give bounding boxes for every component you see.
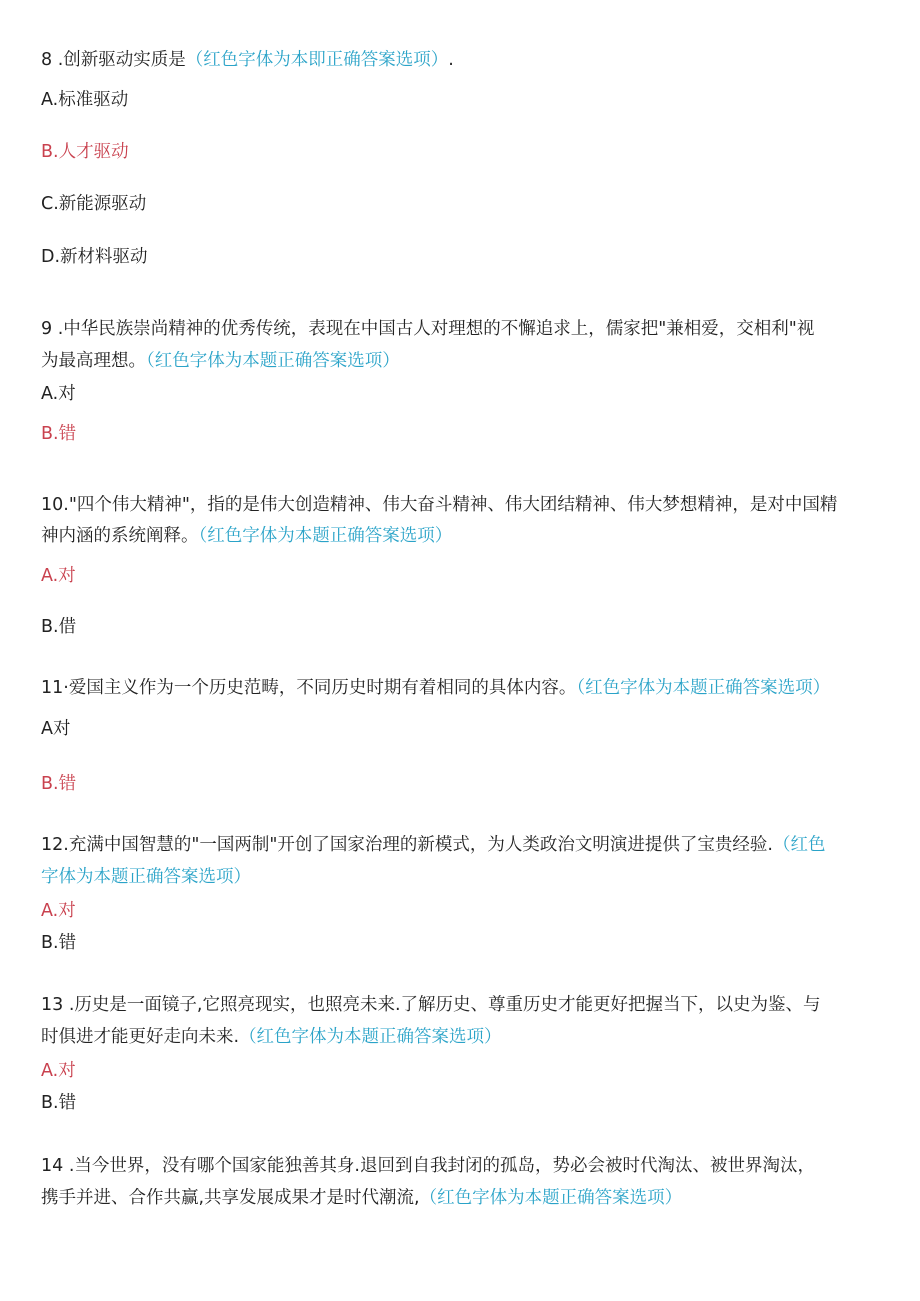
option-a-correct: A.对	[41, 566, 76, 586]
option-b: B.错	[41, 933, 77, 953]
option-b-correct: B.错	[41, 424, 77, 444]
option-b-correct: B.人才驱动	[41, 142, 129, 162]
question-12-line1	[41, 833, 826, 857]
question-number: 8	[41, 50, 53, 70]
answer-hint: （红色字体为本即正确答案选项）	[185, 50, 449, 70]
question-text: 神内涵的系统阐释。	[41, 526, 199, 546]
question-tail: .	[448, 50, 454, 70]
question-text: 11·爱国主义作为一个历史范畴，不同历史时期有着相同的具体内容。	[41, 678, 577, 698]
question-11-line1	[41, 676, 830, 700]
question-10-line2	[41, 524, 452, 548]
question-8-stem	[41, 48, 454, 72]
question-text: .创新驱动实质是	[52, 50, 186, 70]
answer-hint-continued: 字体为本题正确答案选项）	[41, 867, 251, 887]
option-d: D.新材料驱动	[41, 247, 148, 267]
answer-hint: （红色字体为本题正确答案选项）	[146, 351, 400, 371]
question-10-line1: 10."四个伟大精神"，指的是伟大创造精神、伟大奋斗精神、伟大团结精神、伟大梦想精神，是对中国精	[41, 495, 838, 515]
option-a: A.标准驱动	[41, 90, 129, 110]
question-13-line1: 13 .历史是一面镜子,它照亮现实，也照亮未来.了解历史、尊重历史才能更好把握当下，以史为鉴、与	[41, 995, 821, 1015]
question-14-line1: 14 .当今世界，没有哪个国家能独善其身.退回到自我封闭的孤岛，势必会被时代淘汰、被世界淘汰，	[41, 1156, 815, 1176]
option-a: A对	[41, 719, 71, 739]
option-a-correct: A.对	[41, 1061, 76, 1081]
question-text: 时俱进才能更好走向未来.	[41, 1027, 240, 1047]
option-c: C.新能源驱动	[41, 194, 147, 214]
option-a: A.对	[41, 384, 76, 404]
answer-hint: （红色字体为本题正确答案选项）	[239, 1027, 502, 1047]
option-b: B.借	[41, 617, 77, 637]
answer-hint: （红色字体为本题正确答案选项）	[198, 526, 453, 546]
answer-hint: （红色字体为本题正确答案选项）	[419, 1188, 683, 1208]
question-9-line2	[41, 349, 400, 373]
question-9-line1: 9 .中华民族崇尚精神的优秀传统，表现在中国古人对理想的不懈追求上，儒家把"兼相爱，交相利"视	[41, 319, 815, 339]
option-b-correct: B.错	[41, 774, 77, 794]
question-text: 12.充满中国智慧的"一国两制"开创了国家治理的新模式，为人类政治文明演进提供了宝贵经验.	[41, 835, 773, 855]
question-text: 携手并进、合作共赢,共享发展成果才是时代潮流,	[41, 1188, 420, 1208]
answer-hint: （红色字体为本题正确答案选项）	[576, 678, 831, 698]
question-13-line2	[41, 1025, 502, 1049]
question-14-line2	[41, 1186, 682, 1210]
question-text: 为最高理想。	[41, 351, 146, 371]
option-b: B.错	[41, 1093, 77, 1113]
answer-hint: （红色	[773, 835, 826, 855]
option-a-correct: A.对	[41, 901, 76, 921]
